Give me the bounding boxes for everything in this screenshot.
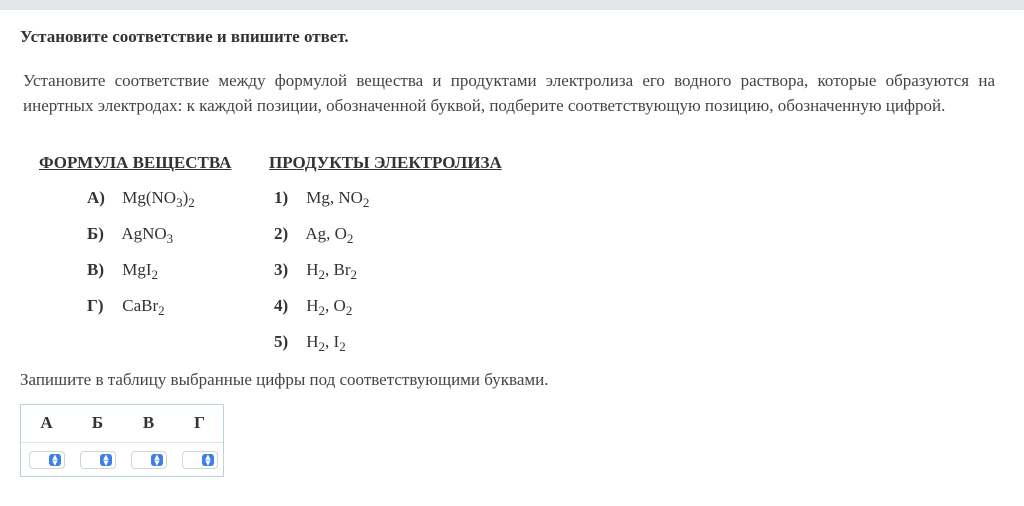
product-formula: Ag, $O_2$	[305, 224, 354, 246]
substance-row-b	[87, 224, 173, 244]
substance-key: А)	[87, 188, 105, 207]
answer-instruction: Запишите в таблицу выбранные цифры под соответствующими буквами.	[20, 370, 549, 389]
substance-row-g	[87, 296, 165, 316]
product-key: 4)	[274, 296, 289, 315]
substance-row-a	[87, 188, 195, 208]
product-key: 5)	[274, 332, 289, 351]
substance-key: В)	[87, 260, 104, 279]
instruction-title: Установите соответствие и впишите ответ.	[20, 27, 349, 46]
product-row-1	[274, 188, 369, 208]
substance-formula: $Mg(NO_3)_2$	[122, 188, 195, 210]
substance-formula: AgNO$_3$	[121, 224, 174, 246]
header-products: ПРОДУКТЫ ЭЛЕКТРОЛИЗА	[269, 153, 502, 172]
substance-row-v	[87, 260, 158, 280]
header-substances: ФОРМУЛА ВЕЩЕСТВА	[39, 153, 232, 172]
product-key: 2)	[274, 224, 289, 243]
answer-table	[20, 404, 224, 477]
product-row-4	[274, 296, 352, 316]
top-bar	[0, 0, 1024, 10]
answer-select-a[interactable]	[29, 451, 65, 469]
select-updown-icon: ▲ ▼	[49, 454, 61, 466]
substance-key: Г)	[87, 296, 104, 315]
substance-formula: CaBr$_2$	[122, 296, 165, 318]
product-key: 1)	[274, 188, 289, 207]
answer-select-b[interactable]	[80, 451, 116, 469]
answer-column-a: А	[40, 413, 53, 432]
product-row-2	[274, 224, 353, 244]
product-formula: $H_2$, $O_2$	[306, 296, 353, 318]
select-updown-icon: ▲ ▼	[202, 454, 214, 466]
answer-select-g[interactable]	[182, 451, 218, 469]
product-formula: $H_2$, $Br_2$	[306, 260, 358, 282]
substance-formula: MgI$_2$	[122, 260, 159, 282]
product-row-3	[274, 260, 357, 280]
substance-key: Б)	[87, 224, 104, 243]
product-row-5	[274, 332, 346, 352]
answer-column-b: Б	[91, 413, 104, 432]
product-formula: Mg, $NO_2$	[306, 188, 370, 210]
answer-select-v[interactable]	[131, 451, 167, 469]
answer-column-v: В	[142, 413, 155, 432]
answer-table-divider	[21, 442, 223, 443]
task-text: Установите соответствие между формулой вещества и продуктами электролиза его водного раствора, которые образуются на инертных электродах: к каждой позиции, обозначенной буквой, подберите соответствующую позицию, обозначенную цифрой.	[23, 71, 995, 115]
product-formula: $H_2$, $I_2$	[306, 332, 346, 354]
select-updown-icon: ▲ ▼	[151, 454, 163, 466]
select-updown-icon: ▲ ▼	[100, 454, 112, 466]
answer-column-g: Г	[194, 413, 205, 432]
product-key: 3)	[274, 260, 289, 279]
